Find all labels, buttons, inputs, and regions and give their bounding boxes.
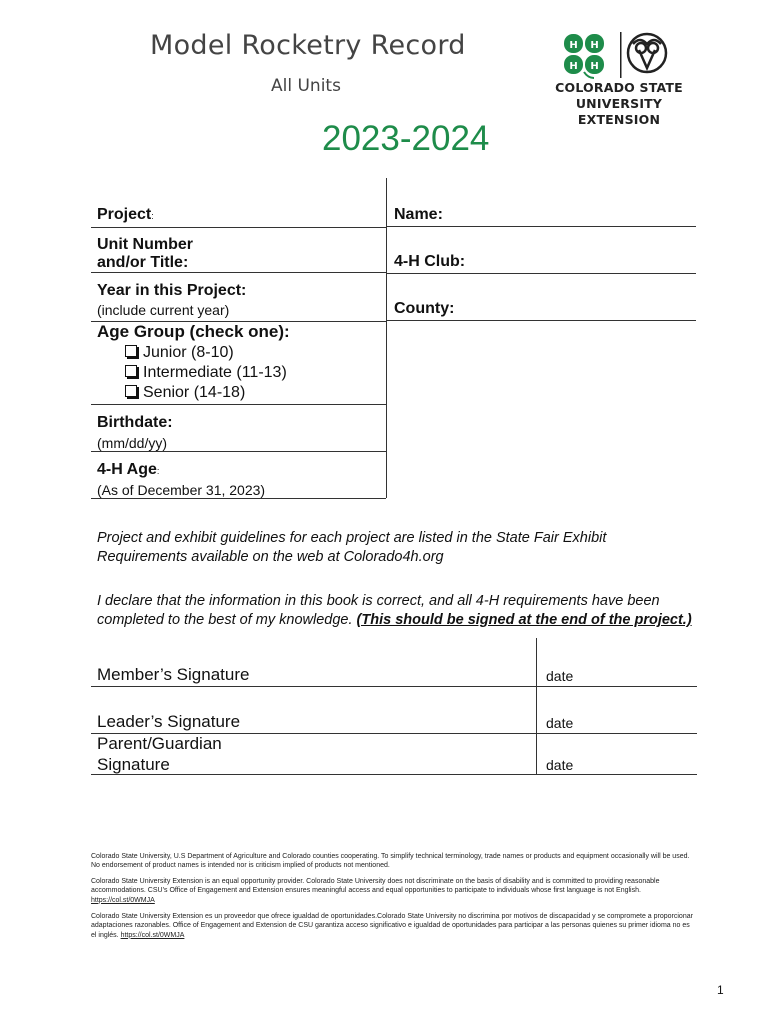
footer-equal-opportunity <box>91 877 697 905</box>
program-year: 2023-2024 <box>322 119 490 158</box>
parent-signature-line1: Parent/Guardian <box>97 734 222 753</box>
project-field[interactable] <box>97 206 154 224</box>
footer-spanish <box>91 912 697 940</box>
birthdate-hint: (mm/dd/yy) <box>97 435 167 451</box>
svg-text:H: H <box>569 61 578 72</box>
svg-text:H: H <box>590 40 599 51</box>
birthdate-label: Birthdate: <box>97 414 173 431</box>
form-line <box>91 451 386 452</box>
record-title: Model Rocketry Record <box>150 30 466 61</box>
unit-field[interactable] <box>97 236 193 272</box>
leader-date-field[interactable]: date <box>546 715 574 731</box>
record-subtitle: All Units <box>271 76 341 96</box>
declaration-emphasis: (This should be signed at the end of the project.) <box>356 612 692 628</box>
form-line <box>386 226 696 227</box>
guidelines-note: Project and exhibit guidelines for each project are listed in the State Fair Exhibit Requirements available on the web at Colorado4h.org <box>97 530 607 565</box>
unit-label-line2: and/or Title: <box>97 254 189 271</box>
year-in-project-hint: (include current year) <box>97 302 230 318</box>
footer-es-link[interactable]: https://col.st/0WMJA <box>120 931 185 939</box>
leader-signature-field[interactable]: Leader’s Signature <box>97 712 241 731</box>
footer-es-text: Colorado State University Extension es un proveedor que ofrece igualdad de oportunidades.Colorado State University no discrimina por motivos de discapacidad y se compromete a proporcionar adaptaciones razonables. Office of Engagement and Extension de CSU garantiza acceso significativo e igualdad de oportunidades para participar a las personas quienes su primer idioma no es el inglés. <box>91 913 693 939</box>
logo-line-2: EXTENSION <box>577 112 661 127</box>
declaration-text: I declare that the information in this book is correct, and all 4-H requirements have been completed to the best of my knowledge. <box>97 593 660 628</box>
four-leaf-clover-icon <box>564 34 604 78</box>
age-group-label: Age Group (check one): <box>97 322 290 341</box>
intermediate-checkbox[interactable] <box>125 364 290 382</box>
parent-date-field[interactable]: date <box>546 757 574 773</box>
intermediate-label: Intermediate (11-13) <box>143 364 287 381</box>
checkbox-icon[interactable] <box>125 345 137 357</box>
ram-head-icon <box>628 34 666 72</box>
logo-divider <box>620 32 622 78</box>
member-date-field[interactable]: date <box>546 668 574 684</box>
declaration-note <box>97 592 697 630</box>
form-line <box>91 404 386 405</box>
csu-extension-logo <box>562 32 672 80</box>
svg-text:H: H <box>569 40 578 51</box>
senior-label: Senior (14-18) <box>143 384 246 401</box>
parent-signature-line2: Signature <box>97 755 170 774</box>
signature-line <box>91 686 697 687</box>
4h-age-label: 4-H Age <box>97 461 157 478</box>
year-in-project-label: Year in this Project: <box>97 282 247 299</box>
birthdate-field[interactable] <box>97 414 173 451</box>
4h-age-colon: : <box>156 466 160 476</box>
parent-signature-field[interactable] <box>97 733 222 775</box>
unit-label-line1: Unit Number <box>97 236 193 253</box>
junior-label: Junior (8-10) <box>143 344 234 361</box>
junior-checkbox[interactable] <box>125 344 290 362</box>
checkbox-icon[interactable] <box>125 385 137 397</box>
checkbox-icon[interactable] <box>125 365 137 377</box>
form-line <box>91 272 386 273</box>
4h-age-field[interactable] <box>97 461 265 498</box>
form-line <box>386 320 696 321</box>
member-signature-field[interactable]: Member’s Signature <box>97 665 250 684</box>
senior-checkbox[interactable] <box>125 384 290 402</box>
logo-line-1: COLORADO STATE UNIVERSITY <box>555 80 683 111</box>
footer-eo-text: Colorado State University Extension is an equal opportunity provider. Colorado State University does not discriminate on the basis of disability and is committed to providing reasonable accommodations. CSU’s Office of Engagement and Extension ensures meaningful access and equal opportunities to participate to individuals whose first language is not English. <box>91 878 660 895</box>
svg-text:H: H <box>590 61 599 72</box>
form-line <box>91 227 386 228</box>
csu-extension-wordmark <box>514 80 724 128</box>
project-label: Project <box>97 206 152 223</box>
county-field[interactable]: County: <box>394 300 455 317</box>
footer-eo-link[interactable]: https://col.st/0WMJA <box>91 896 155 904</box>
age-group-field <box>97 322 290 402</box>
name-field[interactable]: Name: <box>394 206 443 223</box>
footer-disclaimer: Colorado State University, U.S Department of Agriculture and Colorado counties cooperating. To simplify technical terminology, trade names or products and equipment occasionally will be used. No endorsement of product names is intended nor is criticism implied of products not mentioned. <box>91 853 690 870</box>
form-line <box>386 273 696 274</box>
signature-divider-vertical <box>536 638 537 774</box>
club-field[interactable]: 4-H Club: <box>394 253 466 270</box>
project-colon: : <box>151 211 154 221</box>
year-in-project-field[interactable] <box>97 282 246 318</box>
page-number: 1 <box>717 983 724 997</box>
form-line <box>91 498 386 499</box>
4h-age-hint: (As of December 31, 2023) <box>97 482 266 498</box>
